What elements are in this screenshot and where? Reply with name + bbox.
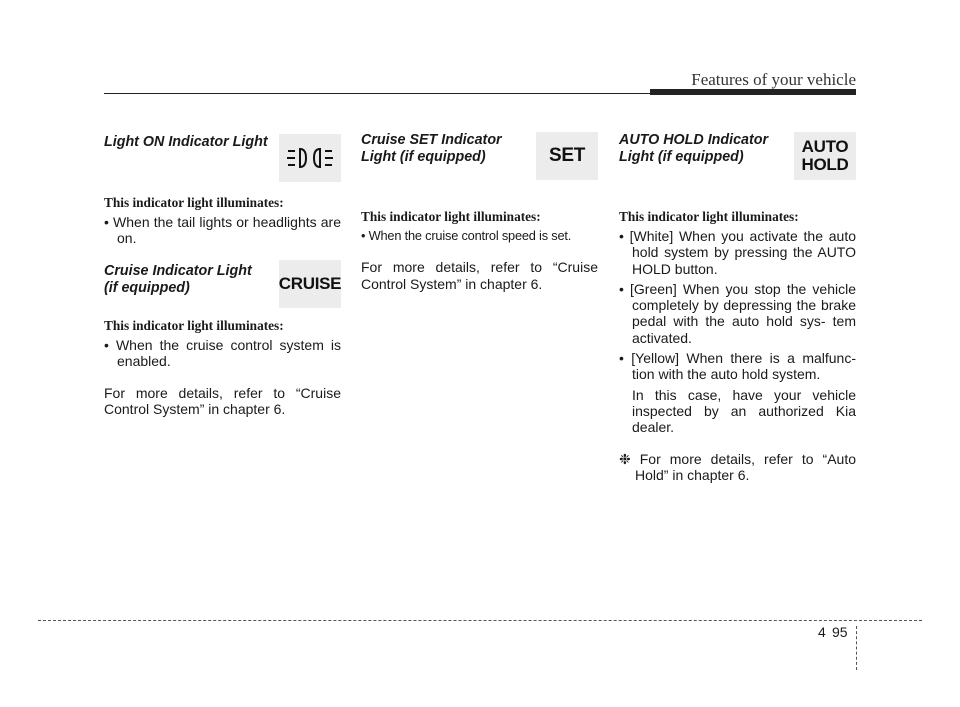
auto-hold-section bbox=[619, 132, 856, 483]
cruise-section bbox=[104, 263, 341, 417]
page-header-title: Features of your vehicle bbox=[691, 70, 856, 89]
section-heading-line2: (if equipped) bbox=[104, 280, 190, 296]
bullet-item: • When the tail lights or headlights are on. bbox=[104, 214, 341, 247]
cruise-icon bbox=[279, 260, 341, 308]
bullet-item: • [White] When you activate the auto hold system by pressing the AUTO HOLD button. bbox=[619, 228, 856, 277]
set-icon-label: SET bbox=[548, 145, 586, 166]
section-heading: AUTO HOLD Indicator bbox=[619, 132, 769, 148]
page-number: 95 bbox=[832, 624, 848, 640]
headlight-icon bbox=[279, 134, 341, 182]
cruise-icon-label: CRUISE bbox=[278, 274, 342, 293]
section-subheading: This indicator light illuminates: bbox=[104, 318, 284, 333]
column-2 bbox=[361, 132, 598, 292]
section-note: For more details, refer to “Cruise Control System” in chapter 6. bbox=[361, 259, 598, 292]
headlight-symbol bbox=[282, 145, 338, 171]
section-heading: Cruise SET Indicator bbox=[361, 132, 502, 148]
auto-hold-icon-line2: HOLD bbox=[801, 155, 849, 174]
chapter-number: 4 bbox=[818, 624, 826, 640]
footer-rule bbox=[38, 620, 922, 621]
section-subheading: This indicator light illuminates: bbox=[619, 209, 799, 224]
section-subheading: This indicator light illuminates: bbox=[361, 209, 541, 224]
bullet-item: • When the cruise control speed is set. bbox=[361, 228, 572, 243]
section-heading-line2: Light (if equipped) bbox=[361, 149, 486, 165]
auto-hold-icon-label bbox=[802, 138, 849, 174]
section-heading: Cruise Indicator Light bbox=[104, 263, 252, 279]
column-1 bbox=[104, 132, 341, 417]
note-symbol-icon: ❉ bbox=[619, 450, 631, 467]
light-on-section bbox=[104, 132, 341, 247]
column-3 bbox=[619, 132, 856, 483]
bullet-item: • [Yellow] When there is a malfunc- tion with the auto hold system. bbox=[619, 350, 857, 383]
auto-hold-icon bbox=[794, 132, 856, 180]
set-icon bbox=[536, 132, 598, 180]
auto-hold-icon-line1: AUTO bbox=[801, 137, 849, 156]
cruise-set-section bbox=[361, 132, 598, 292]
section-note: ❉ For more details, refer to “Auto Hold” in chapter 6. bbox=[619, 450, 856, 483]
header-rule-bar bbox=[650, 89, 856, 95]
footer-divider bbox=[856, 626, 857, 670]
section-subheading: This indicator light illuminates: bbox=[104, 195, 284, 210]
section-heading: Light ON Indicator Light bbox=[104, 134, 268, 150]
bullet-item: • [Green] When you stop the vehicle completely by depressing the brake pedal with the auto hold sys- tem activated. bbox=[619, 280, 856, 346]
bullet-followup: In this case, have your vehicle inspected by an authorized Kia dealer. bbox=[632, 386, 856, 436]
bullet-item: • When the cruise control system is enabled. bbox=[104, 337, 342, 370]
section-note: For more details, refer to “Cruise Control System” in chapter 6. bbox=[104, 384, 341, 417]
section-heading-line2: Light (if equipped) bbox=[619, 149, 744, 165]
